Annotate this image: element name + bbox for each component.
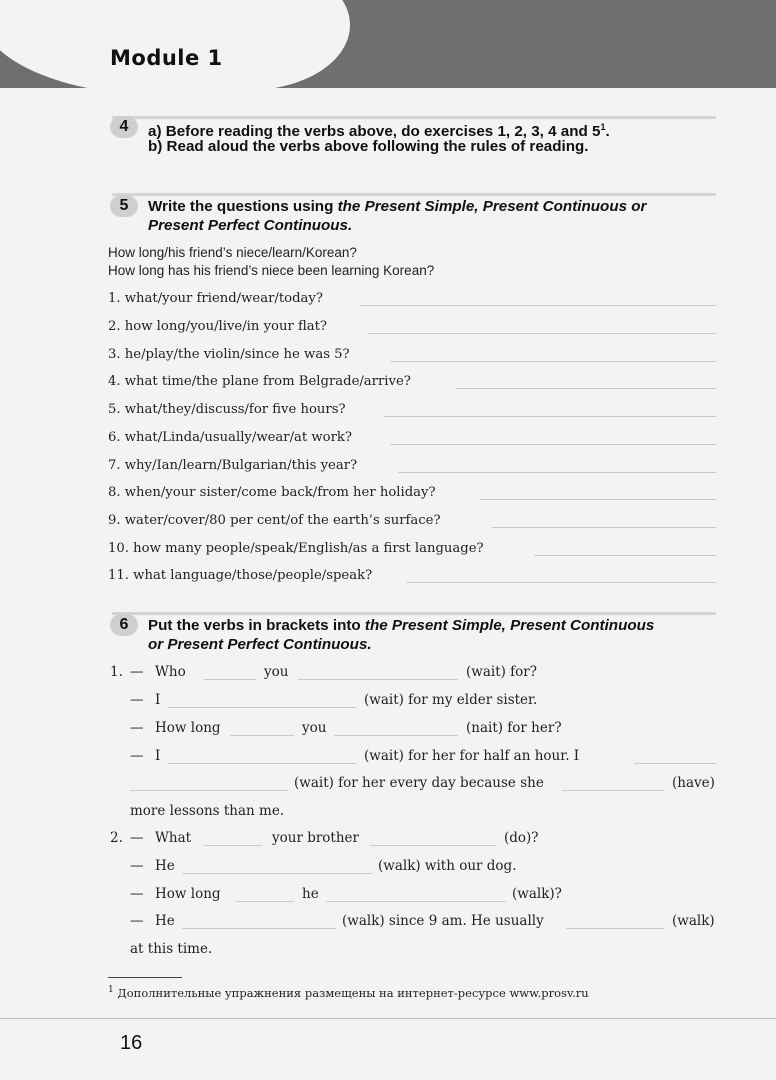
blank-2g[interactable] — [566, 928, 664, 929]
blank-1e[interactable] — [334, 735, 458, 736]
hint-wait-for-sister: (wait) for my elder sister. — [364, 692, 538, 708]
footnote: $^1$ Дополнительные упражнения размещены на интернет-ресурсе www.prosv.ru — [108, 985, 589, 1000]
hint-wait-every-day: (wait) for her every day because she — [294, 775, 544, 791]
hint-walk-since: (walk) since 9 am. He usually — [342, 913, 544, 929]
question-3: 3. he/play/the violin/since he was 5? — [108, 347, 350, 362]
exercise-5-number: 5 — [110, 195, 138, 217]
exercise-5-instruction: Write the questions using the Present Simple, Present Continuous or Present Perfect Continuous. — [148, 198, 647, 234]
example-question: How long/his friend’s niece/learn/Korean? — [108, 245, 357, 260]
word-how-long: How long — [155, 720, 221, 736]
footnote-rule — [108, 977, 182, 978]
answer-line-10[interactable] — [534, 555, 716, 556]
answer-line-11[interactable] — [406, 582, 716, 583]
word-your-brother: your brother — [272, 830, 359, 846]
word-he: He — [155, 858, 175, 874]
word-he-3: He — [155, 913, 175, 929]
answer-line-9[interactable] — [492, 527, 716, 528]
question-2: 2. how long/you/live/in your flat? — [108, 319, 327, 334]
text-at-this-time: at this time. — [130, 941, 213, 957]
exercise-6-number: 6 — [110, 614, 138, 636]
answer-line-1[interactable] — [360, 305, 716, 306]
word-how-long-2: How long — [155, 886, 221, 902]
blank-1a[interactable] — [204, 679, 256, 680]
question-9: 9. water/cover/80 per cent/of the earth’s surface? — [108, 513, 441, 528]
dash: — — [130, 748, 144, 764]
blank-1g[interactable] — [634, 763, 716, 764]
blank-2a[interactable] — [204, 845, 262, 846]
word-what: What — [155, 830, 192, 846]
word-who: Who — [155, 664, 186, 680]
text-more-lessons: more lessons than me. — [130, 803, 285, 819]
blank-1f[interactable] — [168, 763, 356, 764]
dash: — — [130, 886, 144, 902]
page-bottom-rule — [0, 1018, 776, 1019]
question-11: 11. what language/those/people/speak? — [108, 568, 373, 583]
answer-line-2[interactable] — [368, 333, 716, 334]
question-7: 7. why/Ian/learn/Bulgarian/this year? — [108, 458, 358, 473]
dash: — — [130, 858, 144, 874]
word-i: I — [155, 692, 161, 708]
dash: — — [130, 913, 144, 929]
question-10: 10. how many people/speak/English/as a first language? — [108, 541, 484, 556]
exercise-4-number: 4 — [110, 116, 138, 138]
example-answer: How long has his friend’s niece been learning Korean? — [108, 263, 435, 278]
answer-line-8[interactable] — [480, 499, 716, 500]
hint-walk-dog: (walk) with our dog. — [378, 858, 517, 874]
blank-2d[interactable] — [236, 901, 294, 902]
blank-1i[interactable] — [562, 790, 664, 791]
question-1: 1. what/your friend/wear/today? — [108, 291, 323, 306]
question-6: 6. what/Linda/usually/wear/at work? — [108, 430, 352, 445]
exercise-4-line-b: b) Read aloud the verbs above following the rules of reading. — [148, 138, 589, 155]
hint-nait-for-her: (nait) for her? — [466, 720, 562, 736]
blank-1c[interactable] — [168, 707, 356, 708]
answer-line-6[interactable] — [390, 444, 716, 445]
module-title: Module 1 — [110, 46, 223, 70]
blank-2c[interactable] — [182, 873, 372, 874]
dialogue-2-number: 2. — [110, 830, 123, 846]
page-number: 16 — [120, 1032, 143, 1054]
dash: — — [130, 692, 144, 708]
blank-1d[interactable] — [230, 735, 294, 736]
hint-have: (have) — [672, 775, 715, 791]
dash: — — [130, 830, 144, 846]
dialogue-1-number: 1. — [110, 664, 123, 680]
answer-line-3[interactable] — [390, 361, 716, 362]
question-8: 8. when/your sister/come back/from her holiday? — [108, 485, 436, 500]
hint-wait-for: (wait) for? — [466, 664, 537, 680]
blank-1h[interactable] — [130, 790, 288, 791]
hint-walk: (walk) — [672, 913, 715, 929]
question-5: 5. what/they/discuss/for five hours? — [108, 402, 346, 417]
hint-walk-q: (walk)? — [512, 886, 562, 902]
blank-1b[interactable] — [298, 679, 458, 680]
hint-do: (do)? — [504, 830, 539, 846]
exercise-6-instruction: Put the verbs in brackets into the Present Simple, Present Continuous or Present Perfect Continuous. — [148, 617, 655, 653]
dash: — — [130, 720, 144, 736]
word-you-2: you — [302, 720, 327, 736]
answer-line-7[interactable] — [398, 472, 716, 473]
blank-2b[interactable] — [370, 845, 496, 846]
answer-line-5[interactable] — [384, 416, 716, 417]
blank-2f[interactable] — [182, 928, 336, 929]
word-i-2: I — [155, 748, 161, 764]
exercise-4-line-a: a) Before reading the verbs above, do exercises 1, 2, 3, 4 and $5^1$. — [148, 122, 610, 141]
hint-wait-half-hour: (wait) for her for half an hour. I — [364, 748, 580, 764]
word-he-2: he — [302, 886, 319, 902]
dash: — — [130, 664, 144, 680]
exercise-6-rule — [112, 612, 716, 615]
blank-2e[interactable] — [326, 901, 506, 902]
question-4: 4. what time/the plane from Belgrade/arrive? — [108, 374, 411, 389]
word-you: you — [264, 664, 289, 680]
page-header — [0, 0, 776, 88]
answer-line-4[interactable] — [456, 388, 716, 389]
exercise-5-rule — [112, 193, 716, 196]
